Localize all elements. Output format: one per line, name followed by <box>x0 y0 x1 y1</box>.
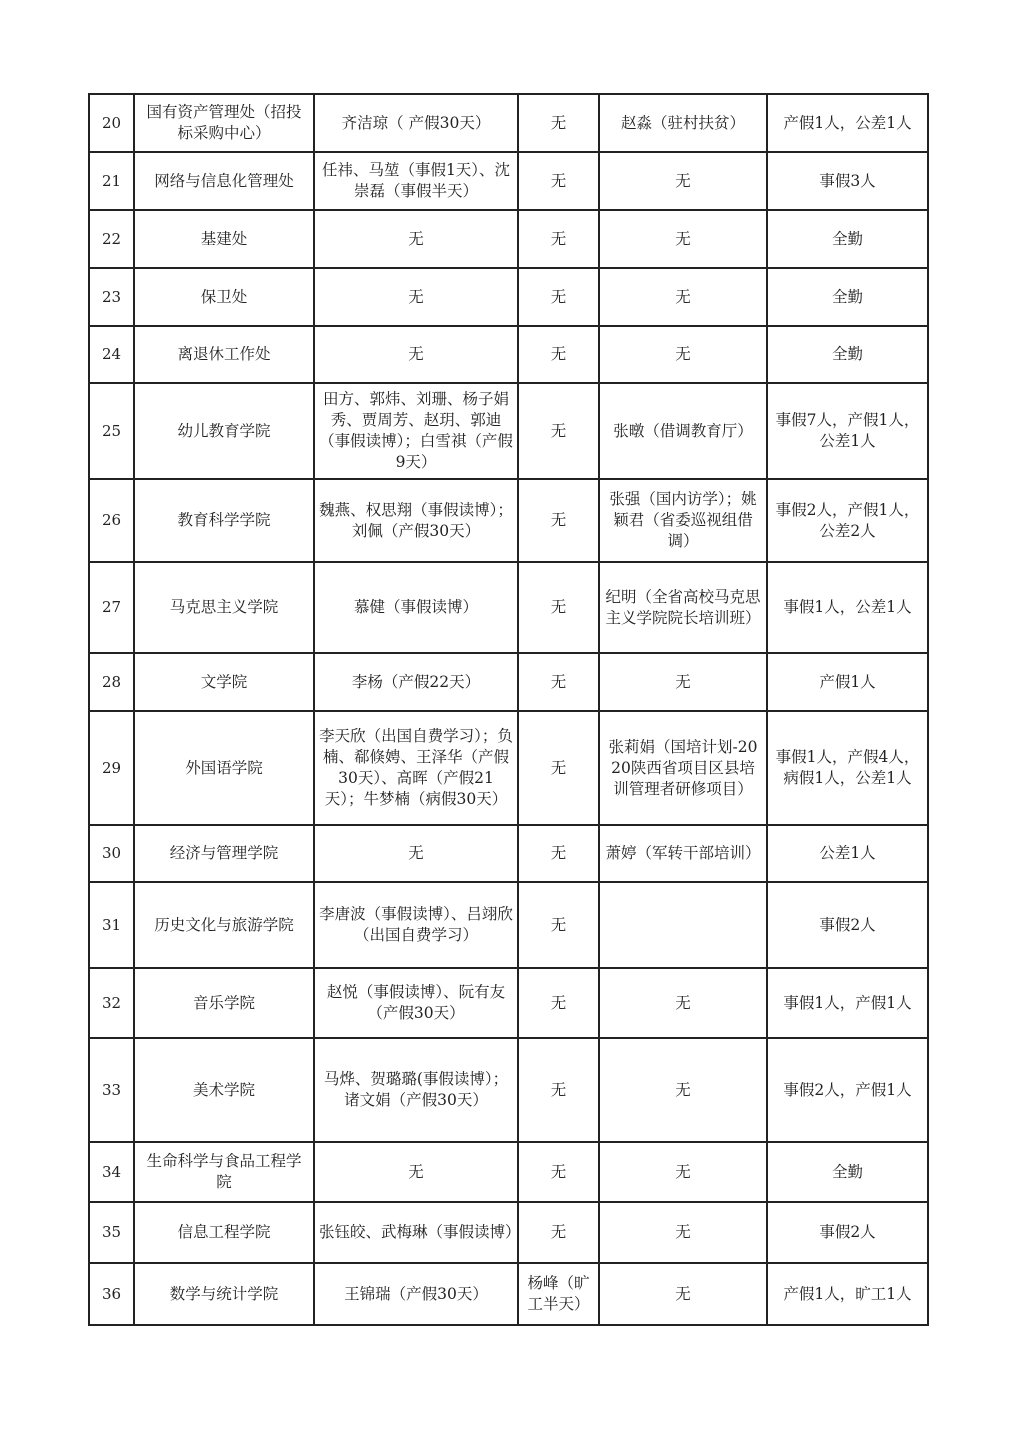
table-row <box>89 1263 928 1325</box>
summary-cell: 事假2人，产假1人，公差2人 <box>767 479 928 562</box>
leave-details-cell: 张钰皎、武梅琳（事假读博） <box>314 1202 518 1263</box>
row-number-cell: 23 <box>89 268 134 326</box>
absence-details-cell: 无 <box>518 383 599 479</box>
department-cell: 外国语学院 <box>134 711 314 825</box>
absence-details-cell: 无 <box>518 562 599 653</box>
business-trip-details-cell: 张暾（借调教育厅） <box>599 383 767 479</box>
summary-cell: 产假1人，旷工1人 <box>767 1263 928 1325</box>
department-cell: 离退休工作处 <box>134 326 314 383</box>
department-cell: 基建处 <box>134 210 314 268</box>
row-number-cell: 21 <box>89 152 134 210</box>
absence-details-cell: 杨峰（旷工半天） <box>518 1263 599 1325</box>
table-row <box>89 383 928 479</box>
leave-details-cell: 无 <box>314 210 518 268</box>
absence-details-cell: 无 <box>518 653 599 711</box>
attendance-table <box>88 93 929 1326</box>
business-trip-details-cell: 无 <box>599 1202 767 1263</box>
business-trip-details-cell: 无 <box>599 1142 767 1202</box>
summary-cell: 事假2人 <box>767 1202 928 1263</box>
department-cell: 教育科学学院 <box>134 479 314 562</box>
row-number-cell: 24 <box>89 326 134 383</box>
row-number-cell: 35 <box>89 1202 134 1263</box>
summary-cell: 事假2人，产假1人 <box>767 1038 928 1142</box>
absence-details-cell: 无 <box>518 882 599 968</box>
summary-cell: 产假1人 <box>767 653 928 711</box>
leave-details-cell: 李杨（产假22天） <box>314 653 518 711</box>
business-trip-details-cell: 无 <box>599 1263 767 1325</box>
business-trip-details-cell: 无 <box>599 268 767 326</box>
absence-details-cell: 无 <box>518 326 599 383</box>
table-row <box>89 1038 928 1142</box>
table-row <box>89 1142 928 1202</box>
summary-cell: 事假1人，公差1人 <box>767 562 928 653</box>
summary-cell: 全勤 <box>767 268 928 326</box>
leave-details-cell: 马烨、贺璐璐(事假读博）；诸文娟（产假30天） <box>314 1038 518 1142</box>
business-trip-details-cell: 赵淼（驻村扶贫） <box>599 94 767 152</box>
absence-details-cell: 无 <box>518 825 599 882</box>
leave-details-cell: 王锦瑞（产假30天） <box>314 1263 518 1325</box>
department-cell: 经济与管理学院 <box>134 825 314 882</box>
summary-cell: 事假7人，产假1人，公差1人 <box>767 383 928 479</box>
summary-cell: 事假1人，产假4人，病假1人，公差1人 <box>767 711 928 825</box>
leave-details-cell: 李天欣（出国自费学习）；负楠、郗倏娉、王泽华（产假30天）、高晖（产假21天）；牛梦楠（病假30天） <box>314 711 518 825</box>
absence-details-cell: 无 <box>518 479 599 562</box>
department-cell: 数学与统计学院 <box>134 1263 314 1325</box>
table-row <box>89 268 928 326</box>
business-trip-details-cell: 无 <box>599 210 767 268</box>
leave-details-cell: 齐洁琼（ 产假30天） <box>314 94 518 152</box>
row-number-cell: 32 <box>89 968 134 1038</box>
table-row <box>89 562 928 653</box>
row-number-cell: 34 <box>89 1142 134 1202</box>
absence-details-cell: 无 <box>518 268 599 326</box>
department-cell: 信息工程学院 <box>134 1202 314 1263</box>
absence-details-cell: 无 <box>518 152 599 210</box>
table-row <box>89 882 928 968</box>
row-number-cell: 36 <box>89 1263 134 1325</box>
summary-cell: 事假2人 <box>767 882 928 968</box>
row-number-cell: 31 <box>89 882 134 968</box>
row-number-cell: 33 <box>89 1038 134 1142</box>
absence-details-cell: 无 <box>518 1038 599 1142</box>
business-trip-details-cell: 纪明（全省高校马克思主义学院院长培训班） <box>599 562 767 653</box>
leave-details-cell: 慕健（事假读博） <box>314 562 518 653</box>
table-row <box>89 653 928 711</box>
summary-cell: 公差1人 <box>767 825 928 882</box>
absence-details-cell: 无 <box>518 1142 599 1202</box>
leave-details-cell: 赵悦（事假读博）、阮有友（产假30天） <box>314 968 518 1038</box>
department-cell: 网络与信息化管理处 <box>134 152 314 210</box>
summary-cell: 产假1人，公差1人 <box>767 94 928 152</box>
summary-cell: 事假3人 <box>767 152 928 210</box>
business-trip-details-cell: 无 <box>599 326 767 383</box>
table-row <box>89 479 928 562</box>
absence-details-cell: 无 <box>518 94 599 152</box>
table-row <box>89 152 928 210</box>
absence-details-cell: 无 <box>518 1202 599 1263</box>
row-number-cell: 20 <box>89 94 134 152</box>
business-trip-details-cell: 张莉娟（国培计划-2020陕西省项目区县培训管理者研修项目） <box>599 711 767 825</box>
leave-details-cell: 无 <box>314 1142 518 1202</box>
business-trip-details-cell: 无 <box>599 152 767 210</box>
business-trip-details-cell: 无 <box>599 653 767 711</box>
summary-cell: 事假1人，产假1人 <box>767 968 928 1038</box>
department-cell: 文学院 <box>134 653 314 711</box>
table-row <box>89 210 928 268</box>
summary-cell: 全勤 <box>767 326 928 383</box>
leave-details-cell: 任祎、马堃（事假1天）、沈崇磊（事假半天） <box>314 152 518 210</box>
business-trip-details-cell: 萧婷（军转干部培训） <box>599 825 767 882</box>
business-trip-details-cell: 无 <box>599 1038 767 1142</box>
department-cell: 音乐学院 <box>134 968 314 1038</box>
row-number-cell: 26 <box>89 479 134 562</box>
summary-cell: 全勤 <box>767 210 928 268</box>
business-trip-details-cell <box>599 882 767 968</box>
department-cell: 生命科学与食品工程学院 <box>134 1142 314 1202</box>
leave-details-cell: 田方、郭炜、刘珊、杨子娟秀、贾周芳、赵玥、郭迪（事假读博）；白雪祺（产假9天） <box>314 383 518 479</box>
leave-details-cell: 无 <box>314 268 518 326</box>
row-number-cell: 30 <box>89 825 134 882</box>
table-row <box>89 326 928 383</box>
leave-details-cell: 无 <box>314 326 518 383</box>
row-number-cell: 29 <box>89 711 134 825</box>
absence-details-cell: 无 <box>518 210 599 268</box>
table-row <box>89 825 928 882</box>
table-row <box>89 94 928 152</box>
department-cell: 历史文化与旅游学院 <box>134 882 314 968</box>
business-trip-details-cell: 无 <box>599 968 767 1038</box>
row-number-cell: 27 <box>89 562 134 653</box>
row-number-cell: 22 <box>89 210 134 268</box>
leave-details-cell: 李唐波（事假读博）、吕翊欣（出国自费学习） <box>314 882 518 968</box>
row-number-cell: 25 <box>89 383 134 479</box>
department-cell: 美术学院 <box>134 1038 314 1142</box>
department-cell: 马克思主义学院 <box>134 562 314 653</box>
department-cell: 幼儿教育学院 <box>134 383 314 479</box>
absence-details-cell: 无 <box>518 968 599 1038</box>
table-row <box>89 1202 928 1263</box>
row-number-cell: 28 <box>89 653 134 711</box>
table-row <box>89 968 928 1038</box>
leave-details-cell: 无 <box>314 825 518 882</box>
business-trip-details-cell: 张强（国内访学）；姚颖君（省委巡视组借调） <box>599 479 767 562</box>
summary-cell: 全勤 <box>767 1142 928 1202</box>
leave-details-cell: 魏燕、权思翔（事假读博）；刘佩（产假30天） <box>314 479 518 562</box>
department-cell: 国有资产管理处（招投标采购中心） <box>134 94 314 152</box>
department-cell: 保卫处 <box>134 268 314 326</box>
table-row <box>89 711 928 825</box>
absence-details-cell: 无 <box>518 711 599 825</box>
